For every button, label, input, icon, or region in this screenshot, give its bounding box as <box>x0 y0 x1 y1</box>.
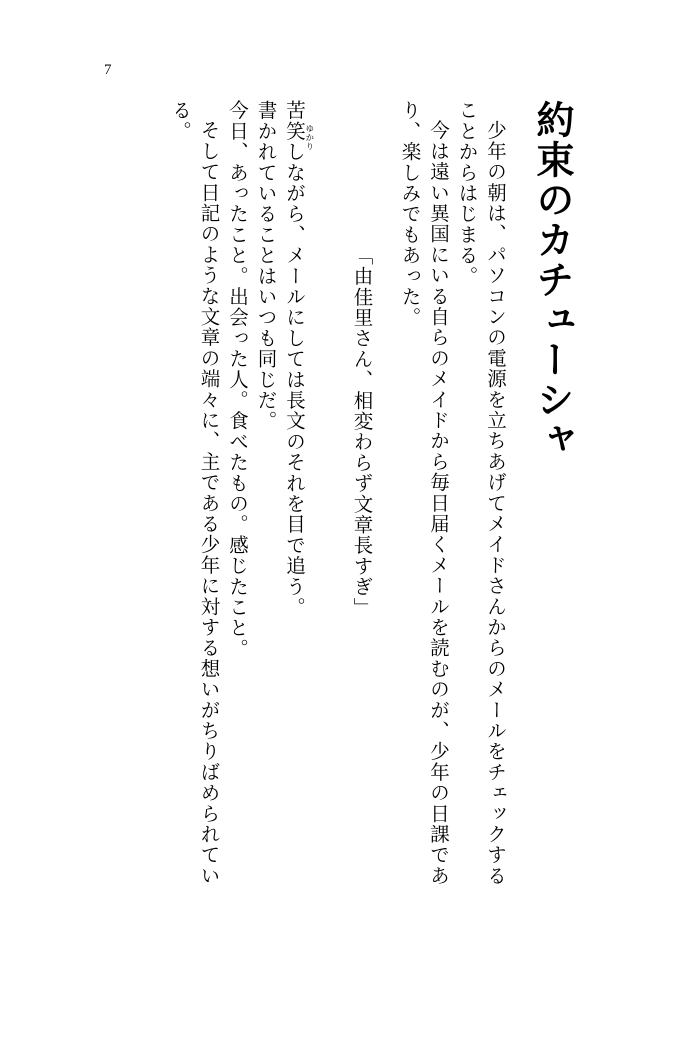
body-column-3: 今は遠い異国にいる自らのメイドから毎日届くメールを読むのが、少年の日課であ <box>426 120 450 886</box>
body-column-6: 苦笑しながら、メールにしては長文のそれを目で追う。 <box>282 100 306 618</box>
page-title: 約束のカチューシャ <box>530 100 574 460</box>
body-column-10: る。 <box>168 100 192 142</box>
body-column-2: ことからはじまる。 <box>455 100 479 287</box>
ruby-reading: ゆかり <box>303 124 314 151</box>
vertical-text-block <box>78 100 578 980</box>
body-column-5 <box>303 100 391 960</box>
body-column-5-text: 「由佳里さん、相変わらず文章長すぎ」 <box>350 245 374 618</box>
body-column-9: そして日記のような文章の端々に、主である少年に対する想いがちりばめられてい <box>197 120 221 886</box>
body-column-4: り、楽しみでもあった。 <box>398 100 422 328</box>
body-column-7: 書かれていることはいつも同じだ。 <box>254 100 278 432</box>
body-column-1: 少年の朝は、パソコンの電源を立ちあげてメイドさんからのメールをチェックする <box>483 120 507 886</box>
body-column-8: 今日、あったこと。出会った人。食べたもの。感じたこと。 <box>225 100 249 659</box>
page-number: 7 <box>104 62 112 78</box>
